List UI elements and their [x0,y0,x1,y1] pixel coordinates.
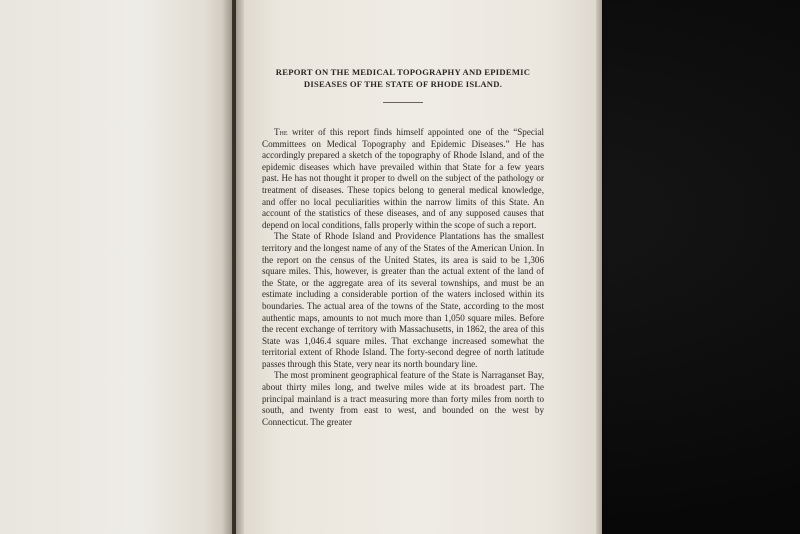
paragraph-3: The most prominent geographical feature of the State is Narraganset Bay, about thirty miles long, and twelve miles wide at its broadest part. The principal mainland is a tract measuring more than forty miles from north to south, and twenty from east to west, and bounded on the west by Connecticut. The greater [262,370,544,427]
report-body [262,127,544,428]
paragraph-1-text: writer of this report finds himself appointed one of the “Special Committees on Medical Topography and Epidemic Diseases.” He has accordingly prepared a sketch of the topography of Rhode Island, and of the epidemic diseases which have prevailed within that State for a few years past. He has not thought it proper to dwell on the subject of the pathology or treatment of diseases. These topics belong to general medical knowledge, and offer no local peculiarities within the narrow limits of this State. An account of the statistics of these diseases, and of any supposed causes that depend on local conditions, falls properly within the scope of such a report. [262,127,544,230]
paragraph-1 [262,127,544,231]
paragraph-1-lead: The [274,127,288,137]
book-gutter [222,0,244,534]
report-title: REPORT ON THE MEDICAL TOPOGRAPHY AND EPIDEMIC DISEASES OF THE STATE OF RHODE ISLAND. [275,67,531,89]
page-edge [596,0,602,534]
paragraph-2: The State of Rhode Island and Providence Plantations has the smallest territory and the longest name of any of the States of the American Union. In the report on the census of the United States, its area is said to be 1,306 square miles. This, however, is greater than the actual extent of the land of the State, or the aggregate area of its several townships, and must be an estimate including a considerable portion of the waters inclosed within its boundaries. The actual area of the towns of the State, according to the most authentic maps, amounts to not much more than 1,050 square miles. Before the recent exchange of territory with Massachusetts, in 1862, the area of this State was 1,046.4 square miles. That exchange increased somewhat the territorial extent of Rhode Island. The forty-second degree of north latitude passes through this State, very near its north boundary line. [262,231,544,369]
page-text [262,66,544,428]
title-divider [383,102,423,103]
left-page-blank [0,0,232,534]
